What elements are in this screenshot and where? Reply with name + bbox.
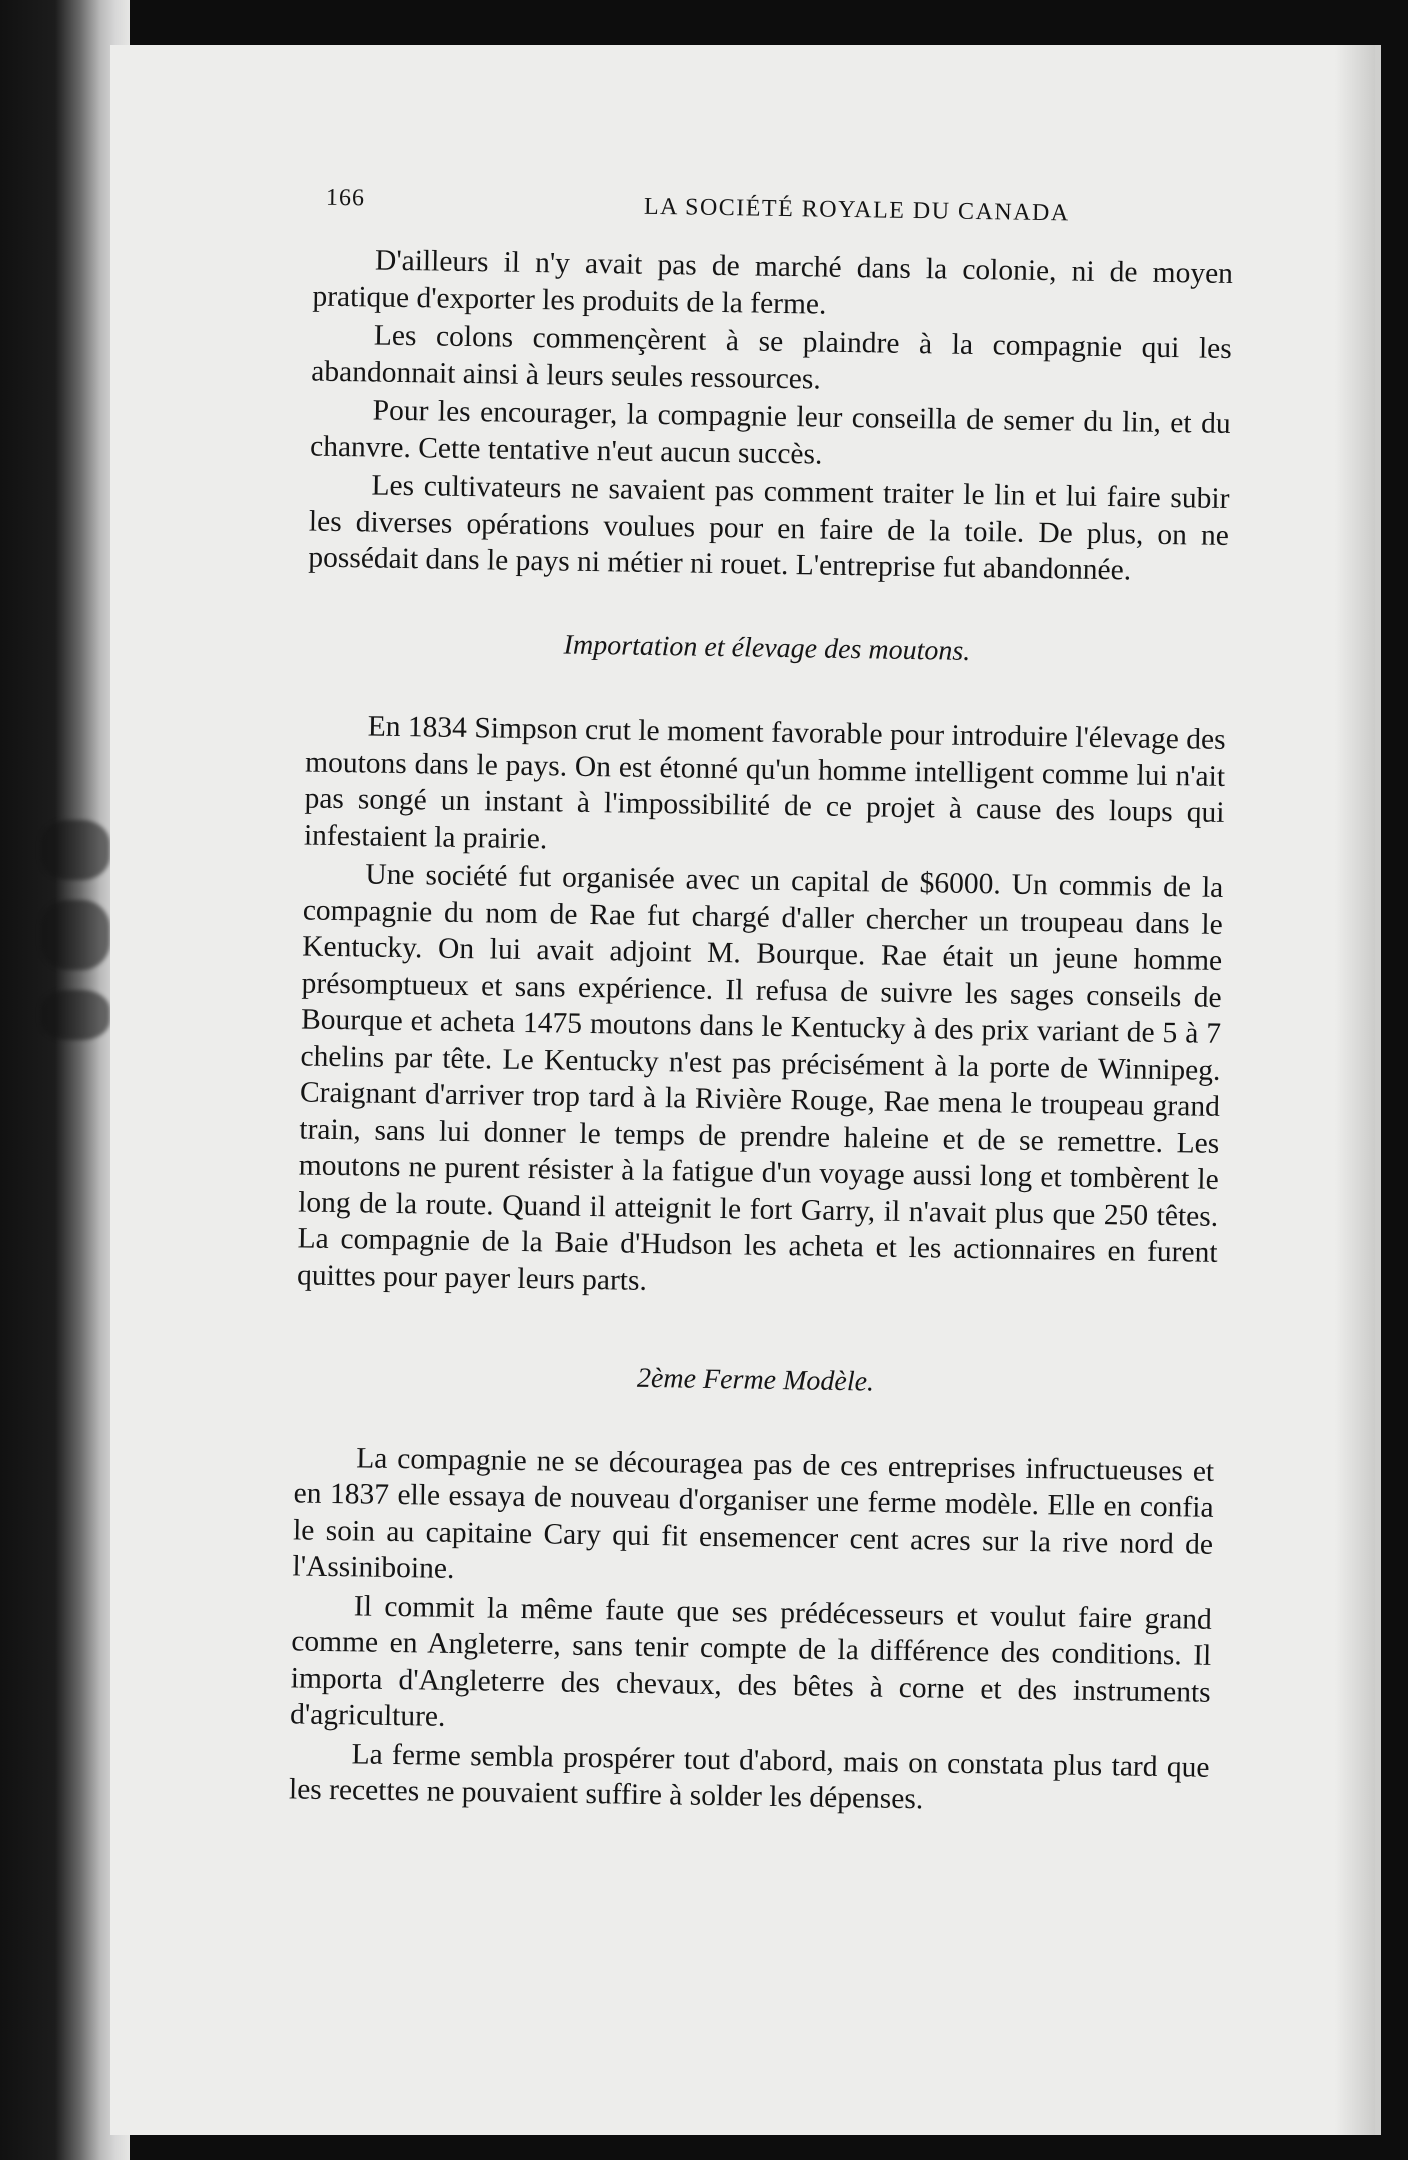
paragraph: Les cultivateurs ne savaient pas comment traiter le lin et lui faire subir les diverses opérations voulues pour en faire de la toile. De plus, on ne possédait dans le pays ni métier ni rouet. L'entreprise fut abandonnée. xyxy=(308,469,1230,587)
page-number: 166 xyxy=(325,184,366,212)
paragraph: Pour les encourager, la compagnie leur conseilla de semer du lin, et du chanvre. Cette tentative n'eut aucun succès. xyxy=(309,394,1231,471)
paragraph: Les colons commençèrent à se plaindre à la compagnie qui les abandonnait ainsi à leurs seules ressources. xyxy=(311,319,1233,396)
body-text xyxy=(289,242,1234,1825)
running-title: LA SOCIÉTÉ ROYALE DU CANADA xyxy=(643,193,1070,227)
gutter-smudge xyxy=(40,990,110,1040)
page-edge-shadow xyxy=(1335,45,1375,2135)
section-heading: 2ème Ferme Modèle. xyxy=(636,1362,875,1398)
paragraph: Il commit la même faute que ses prédécesseurs et voulut faire grand comme en Angleterre, sans tenir compte de la différence des conditions. Il importa d'Angleterre des chevaux, des bêtes à corne et des instruments d'agriculture. xyxy=(289,1589,1213,1733)
paragraph: D'ailleurs il n'y avait pas de marché dans la colonie, ni de moyen pratique d'exporter les produits de la ferme. xyxy=(312,244,1234,321)
gutter-smudge xyxy=(40,900,110,970)
paragraph: La ferme sembla prospérer tout d'abord, mais on constata plus tard que les recettes ne pouvaient suffire à solder les dépenses. xyxy=(288,1737,1210,1816)
paragraph: Une société fut organisée avec un capital de $6000. Un commis de la compagnie du nom de Rae fut chargé d'aller chercher un troupeau dans le Kentucky. On lui avait adjoint M. Bourque. Rae était un jeune homme présomptueux et sans expérience. Il refusa de suivre les sages conseils de Bourque et acheta 1475 moutons dans le Kentucky à des prix variant de 5 à 7 chelins par tête. Le Kentucky n'est pas précisément à la porte de Winnipeg. Craignant d'arriver trop tard à la Rivière Rouge, Rae mena le troupeau grand train, sans lui donner le temps de prendre haleine et de se remettre. Les moutons ne purent résister à la fatigue d'un voyage aussi long et tombèrent le long de la route. Quand il atteignit le fort Garry, il n'avait plus que 250 têtes. La compagnie de la Baie d'Hudson les acheta et les actionnaires en furent quittes pour payer leurs parts. xyxy=(296,858,1224,1297)
paragraph: La compagnie ne se découragea pas de ces entreprises infructueuses et en 1837 elle essaya de nouveau d'organiser une ferme modèle. Elle en confia le soin au capitaine Cary qui fit ensemencer cent acres sur la rive nord de l'Assiniboine. xyxy=(292,1441,1215,1585)
section-heading: Importation et élevage des moutons. xyxy=(563,629,971,667)
paragraph: En 1834 Simpson crut le moment favorable pour introduire l'élevage des moutons dans le pays. On est étonné qu'un homme intelligent comme lui n'ait pas songé un instant à l'impossibilité de ce projet à cause des loups qui infestaient la prairie. xyxy=(303,710,1226,855)
gutter-smudge xyxy=(40,820,110,880)
